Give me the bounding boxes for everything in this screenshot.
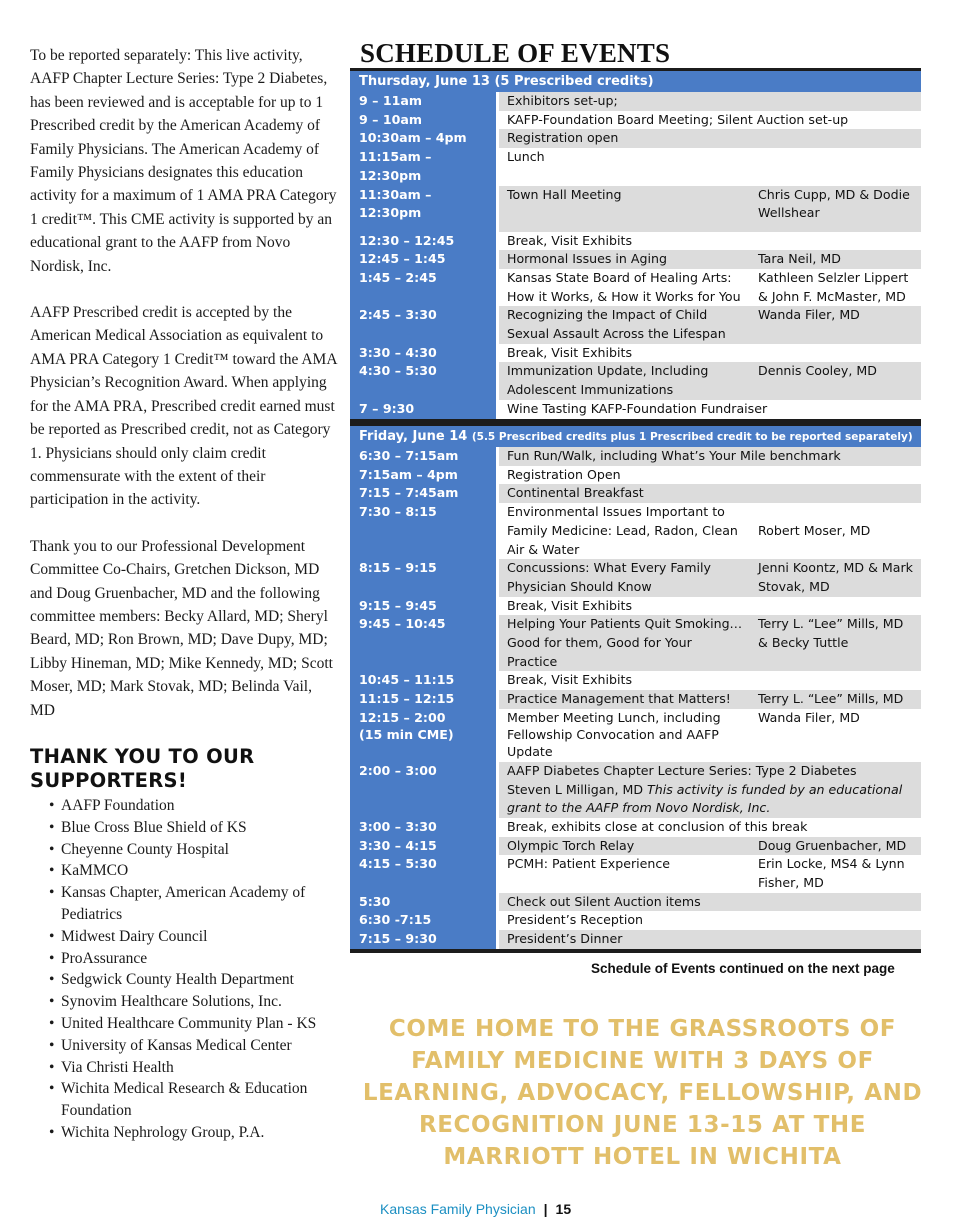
row-time: 8:15 – 9:15 [350,559,496,596]
bullet-icon: • [49,840,55,858]
row-event: Registration open [499,129,752,148]
row-event: Kansas State Board of Healing Arts: How it Works, & How it Works for You [507,269,741,304]
row-time: 2:45 – 3:30 [350,306,496,343]
row-speaker: Chris Cupp, MD & Dodie Wellshear [752,186,921,232]
row-event: Continental Breakfast [499,484,752,503]
schedule-row [350,362,921,399]
row-speaker [752,597,921,616]
row-event: Break, Visit Exhibits [507,344,633,360]
bullet-icon: • [49,1014,55,1032]
supporter-item: • Synovim Healthcare Solutions, Inc. [30,991,340,1013]
row-time: 12:30 – 12:45 [350,232,496,251]
row-time: 2:00 – 3:00 [350,762,496,818]
schedule-row [350,837,921,856]
row-time: 3:00 – 3:30 [350,818,496,837]
row-event: Olympic Torch Relay [499,837,752,856]
row-time: 1:45 – 2:45 [350,269,496,306]
schedule-row [350,92,921,111]
thursday-rows [350,92,921,419]
left-column [30,44,340,1144]
schedule-row [350,484,921,503]
schedule-row [350,690,921,709]
row-time: 11:30am – 12:30pm [350,186,496,232]
row-time: 6:30 -7:15 [350,911,496,930]
schedule-row [350,559,921,596]
row-speaker: Steven L Milligan, MD [507,781,644,797]
row-speaker [752,129,921,148]
row-event: Member Meeting Lunch, including Fellowship Convocation and AAFP Update [507,709,721,759]
row-event: Helping Your Patients Quit Smoking…Good for them, Good for Your Practice [499,615,752,671]
row-time: 12:15 – 2:00 (15 min CME) [350,709,496,762]
bullet-icon: • [49,993,55,1011]
schedule-row [350,893,921,912]
supporter-item: • United Healthcare Community Plan - KS [30,1013,340,1035]
supporter-item: • AAFP Foundation [30,795,340,817]
continued-note: Schedule of Events continued on the next page [591,961,895,976]
row-event: Recognizing the Impact of Child Sexual Assault Across the Lifespan [499,306,752,343]
row-speaker [752,148,921,185]
row-event: Exhibitors set-up; [499,92,752,111]
row-speaker: Wanda Filer, MD [752,306,921,343]
schedule-row [350,129,921,148]
row-time: 11:15 – 12:15 [350,690,496,709]
schedule-row [350,503,921,559]
row-time: 7:15 – 7:45am [350,484,496,503]
divider [350,949,921,953]
row-speaker [752,911,921,930]
row-time: 4:15 – 5:30 [350,855,496,892]
schedule-row [350,615,921,671]
row-event: Break, Visit Exhibits [507,597,633,613]
schedule-title: SCHEDULE OF EVENTS [360,38,671,68]
row-event: Hormonal Issues in Aging [499,250,752,269]
row-time: 12:45 – 1:45 [350,250,496,269]
supporter-item: • Blue Cross Blue Shield of KS [30,817,340,839]
schedule-row [350,818,921,837]
divider [350,419,921,423]
supporter-item: • Via Christi Health [30,1057,340,1079]
supporters-list [30,795,340,1144]
row-speaker [752,344,921,363]
schedule-row [350,466,921,485]
schedule-row [350,148,921,185]
funding-note: This activity is funded by an educational grant to the AAFP from Novo Nordisk, Inc. [507,781,903,816]
row-event: PCMH: Patient Experience [507,856,671,872]
row-time: 7:15 – 9:30 [350,930,496,949]
row-event: Break, Visit Exhibits [507,672,633,688]
row-time: 4:30 – 5:30 [350,362,496,399]
bullet-icon: • [49,796,55,814]
row-time: 7:15am – 4pm [350,466,496,485]
row-speaker [752,484,921,503]
row-time: 10:30am – 4pm [350,129,496,148]
friday-header [350,426,921,447]
friday-schedule [350,423,921,953]
cme-statement: To be reported separately: This live activity, AAFP Chapter Lecture Series: Type 2 Diabetes, has been reviewed and is acceptable for up to 1 Prescribed credit by the American Academy of Family Physicians. The American Academy of Family Physicians designates this education activity for a maximum of 1 AMA PRA Category 1 credit™. This CME activity is supported by an educational grant to the AAFP from Novo Nordisk, Inc. [30,47,337,275]
row-speaker [752,466,921,485]
row-time: 3:30 – 4:30 [350,344,496,363]
supporter-item: • KaMMCO [30,860,340,882]
row-speaker [752,893,921,912]
schedule-row [350,186,921,232]
bullet-icon: • [49,1123,55,1141]
prescribed-credit-statement: AAFP Prescribed credit is accepted by the American Medical Association as equivalent to AMA PRA Category 1 Credit™ toward the AMA Physician’s Recognition Award. When applying for the AMA PRA, Prescribed credit earned must be reported as Prescribed credit, not as Category 1. Physicians should only claim credit commensurate with the extent of their participation in the activity. [30,304,337,509]
row-event: Break, exhibits close at conclusion of this break [507,818,808,834]
row-speaker [752,232,921,251]
row-speaker: Wanda Filer, MD [758,709,860,725]
supporters-heading: THANK YOU TO OUR SUPPORTERS! [30,744,255,792]
page-footer [380,1201,571,1217]
supporter-item: • Wichita Medical Research & Education Foundation [49,1080,308,1120]
schedule-row [350,709,921,762]
schedule-row [350,597,921,616]
bullet-icon: • [49,927,55,945]
bullet-icon: • [49,884,55,902]
row-event: KAFP-Foundation Board Meeting; Silent Auction set-up [507,111,849,127]
cme-note: (15 min CME) [359,726,454,742]
row-event: Town Hall Meeting [499,186,752,232]
row-time: 6:30 – 7:15am [350,447,496,466]
bullet-icon: • [49,1036,55,1054]
row-speaker: Terry L. “Lee” Mills, MD [752,690,921,709]
thursday-header: Thursday, June 13 (5 Prescribed credits) [350,71,921,92]
bullet-icon: • [49,818,55,836]
row-event: Wine Tasting KAFP-Foundation Fundraiser [507,400,768,416]
row-speaker: Kathleen Selzler Lippert & John F. McMaster, MD [758,269,909,304]
bullet-icon: • [49,971,55,989]
row-speaker: Robert Moser, MD [758,522,871,538]
schedule-row [350,250,921,269]
bullet-icon: • [49,862,55,880]
row-time: 5:30 [350,893,496,912]
row-event: Concussions: What Every Family Physician Should Know [499,559,752,596]
supporter-item: • Midwest Dairy Council [30,926,340,948]
row-speaker: Doug Gruenbacher, MD [752,837,921,856]
row-event: Immunization Update, Including Adolescent Immunizations [499,362,752,399]
row-speaker: Dennis Cooley, MD [752,362,921,399]
publication-name: Kansas Family Physician [380,1201,536,1217]
row-time: 11:15am – 12:30pm [350,148,496,185]
row-event: Fun Run/Walk, including What’s Your Mile benchmark [499,447,921,466]
row-event: President’s Dinner [499,930,752,949]
row-speaker [752,671,921,690]
thursday-schedule [350,68,921,423]
row-event: President’s Reception [507,912,644,928]
schedule-row [350,855,921,892]
bullet-icon: • [49,949,55,967]
row-time: 9:15 – 9:45 [350,597,496,616]
row-event: Break, Visit Exhibits [507,232,633,248]
row-time: 9 – 10am [350,111,496,130]
schedule-row [350,232,921,251]
schedule-row [350,306,921,343]
promo-banner: COME HOME TO THE GRASSROOTS OF FAMILY MEDICINE WITH 3 DAYS OF LEARNING, ADVOCACY, FELLOWSHIP, AND RECOGNITION JUNE 13-15 AT THE MARRIOTT HOTEL IN WICHITA [362,1016,923,1170]
row-speaker: Jenni Koontz, MD & Mark Stovak, MD [752,559,921,596]
row-time: 9:45 – 10:45 [350,615,496,671]
row-event: Check out Silent Auction items [499,893,752,912]
row-speaker: Tara Neil, MD [752,250,921,269]
committee-thanks: Thank you to our Professional Development Committee Co-Chairs, Gretchen Dickson, MD and Doug Gruenbacher, MD and the following committee members: Becky Allard, MD; Sheryl Beard, MD; Ron Brown, MD; Dave Dupy, MD; Libby Hineman, MD; Mike Kennedy, MD; Scott Moser, MD; Mark Stovak, MD; Belinda Vail, MD [30,537,333,719]
schedule-row [350,930,921,949]
row-event: Environmental Issues Important to Family Medicine: Lead, Radon, Clean Air & Water [507,504,738,557]
row-speaker [752,930,921,949]
row-time: 7 – 9:30 [350,400,496,419]
row-event: Registration Open [507,466,621,482]
schedule-row [350,447,921,466]
schedule-row [350,671,921,690]
row-speaker: Terry L. “Lee” Mills, MD & Becky Tuttle [752,615,921,671]
friday-header-note: (5.5 Prescribed credits plus 1 Prescribed credit to be reported separately) [471,431,913,443]
row-time: 7:30 – 8:15 [350,503,496,559]
schedule-row [350,111,921,130]
bullet-icon: • [49,1058,55,1076]
row-speaker: Erin Locke, MS4 & Lynn Fisher, MD [758,856,905,891]
supporter-item: • Cheyenne County Hospital [30,839,340,861]
supporter-item: • ProAssurance [30,948,340,970]
friday-header-title: Friday, June 14 [359,429,468,444]
row-time: 3:30 – 4:15 [350,837,496,856]
row-speaker [752,92,921,111]
schedule-row [350,911,921,930]
schedule-row [350,269,921,306]
page-number: 15 [555,1201,572,1217]
row-event: Lunch [507,149,545,165]
schedule-row [350,344,921,363]
supporter-item: • Kansas Chapter, American Academy of Pediatrics [49,884,306,923]
schedule-row [350,400,921,419]
row-time: 10:45 – 11:15 [350,671,496,690]
supporter-item: • University of Kansas Medical Center [30,1035,340,1057]
row-event: Practice Management that Matters! [499,690,752,709]
supporter-item: • Sedgwick County Health Department [30,969,340,991]
bullet-icon: • [49,1080,55,1098]
supporter-item: • Wichita Nephrology Group, P.A. [30,1122,340,1144]
friday-rows [350,447,921,949]
footer-separator: | [543,1201,548,1217]
schedule-row [350,762,921,818]
row-time: 9 – 11am [350,92,496,111]
row-event: AAFP Diabetes Chapter Lecture Series: Type 2 Diabetes Steven L Milligan, MD This activity is funded by an educational grant to the AAFP from Novo Nordisk, Inc. [499,762,921,818]
